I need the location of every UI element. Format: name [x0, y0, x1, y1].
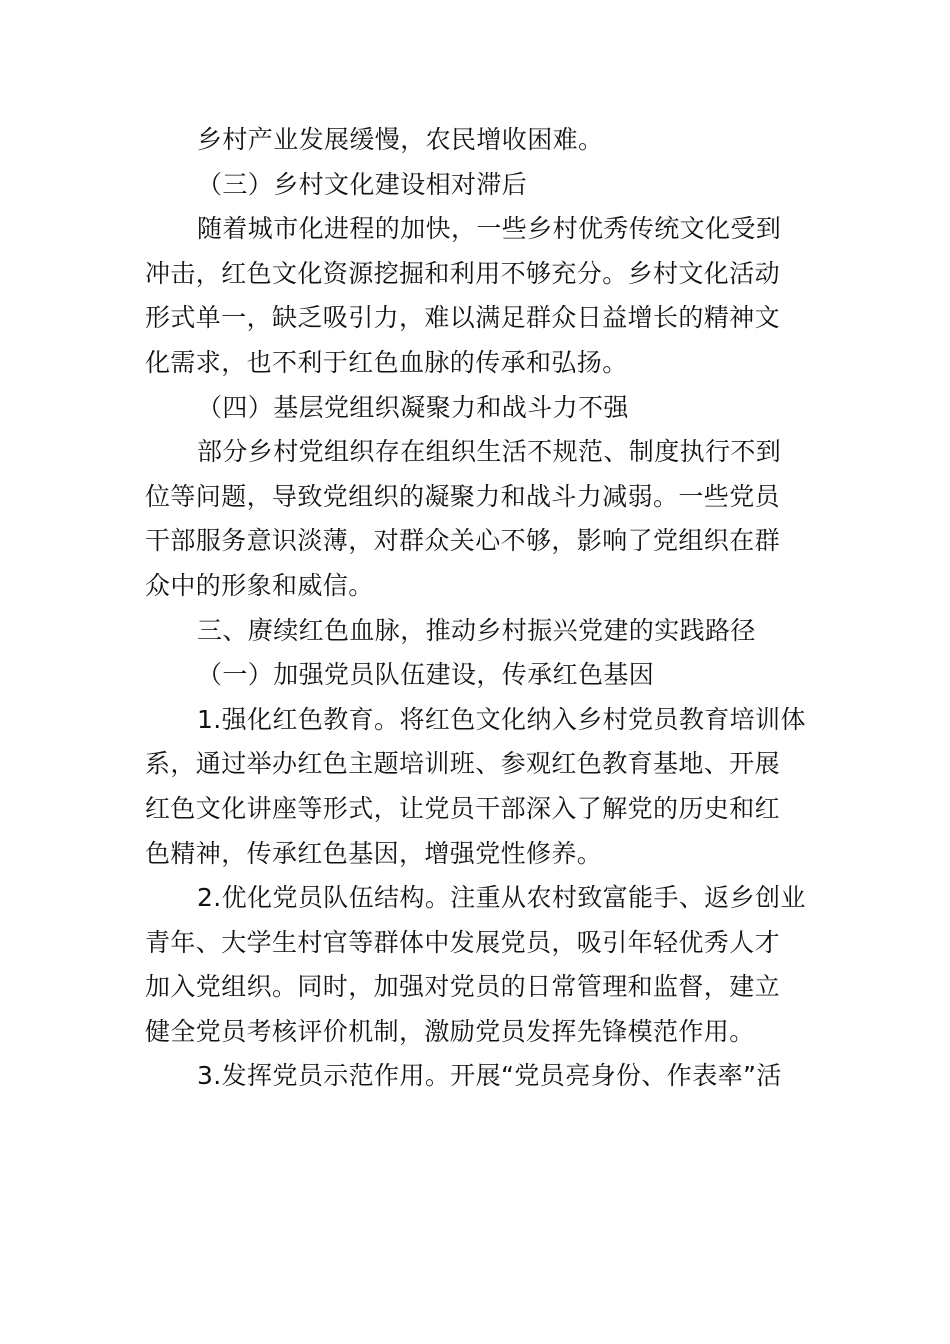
text-line: 化需求，也不利于红色血脉的传承和弘扬。 — [145, 347, 628, 377]
text-line: 3.发挥党员示范作用。开展“党员亮身份、作表率”活 — [197, 1061, 782, 1091]
section-heading: （四）基层党组织凝聚力和战斗力不强 — [197, 392, 629, 422]
text-line: 干部服务意识淡薄，对群众关心不够，影响了党组织在群 — [145, 526, 781, 556]
text-line: 加入党组织。同时，加强对党员的日常管理和监督，建立 — [145, 972, 781, 1002]
text-line: 色精神，传承红色基因，增强党性修养。 — [145, 838, 603, 868]
section-heading: （三）乡村文化建设相对滞后 — [197, 169, 528, 199]
text-line: 系，通过举办红色主题培训班、参观红色教育基地、开展 — [145, 749, 781, 779]
text-line: 红色文化讲座等形式，让党员干部深入了解党的历史和红 — [145, 793, 781, 823]
chapter-heading: 三、赓续红色血脉，推动乡村振兴党建的实践路径 — [197, 615, 756, 645]
text-line: 部分乡村党组织存在组织生活不规范、制度执行不到 — [197, 437, 782, 467]
text-line: 乡村产业发展缓慢，农民增收困难。 — [197, 125, 604, 154]
section-heading: （一）加强党员队伍建设，传承红色基因 — [197, 660, 655, 690]
text-line: 2.优化党员队伍结构。注重从农村致富能手、返乡创业 — [197, 883, 806, 913]
text-line: 形式单一，缺乏吸引力，难以满足群众日益增长的精神文 — [145, 303, 781, 333]
text-line: 青年、大学生村官等群体中发展党员，吸引年轻优秀人才 — [145, 927, 781, 957]
text-line: 健全党员考核评价机制，激励党员发挥先锋模范作用。 — [145, 1016, 755, 1046]
document-page — [145, 118, 807, 1099]
text-line: 冲击，红色文化资源挖掘和利用不够充分。乡村文化活动 — [145, 258, 781, 288]
text-line: 位等问题，导致党组织的凝聚力和战斗力减弱。一些党员 — [145, 481, 781, 511]
text-line: 随着城市化进程的加快，一些乡村优秀传统文化受到 — [197, 214, 782, 244]
text-line: 1.强化红色教育。将红色文化纳入乡村党员教育培训体 — [197, 704, 806, 734]
text-line: 众中的形象和威信。 — [145, 570, 374, 600]
